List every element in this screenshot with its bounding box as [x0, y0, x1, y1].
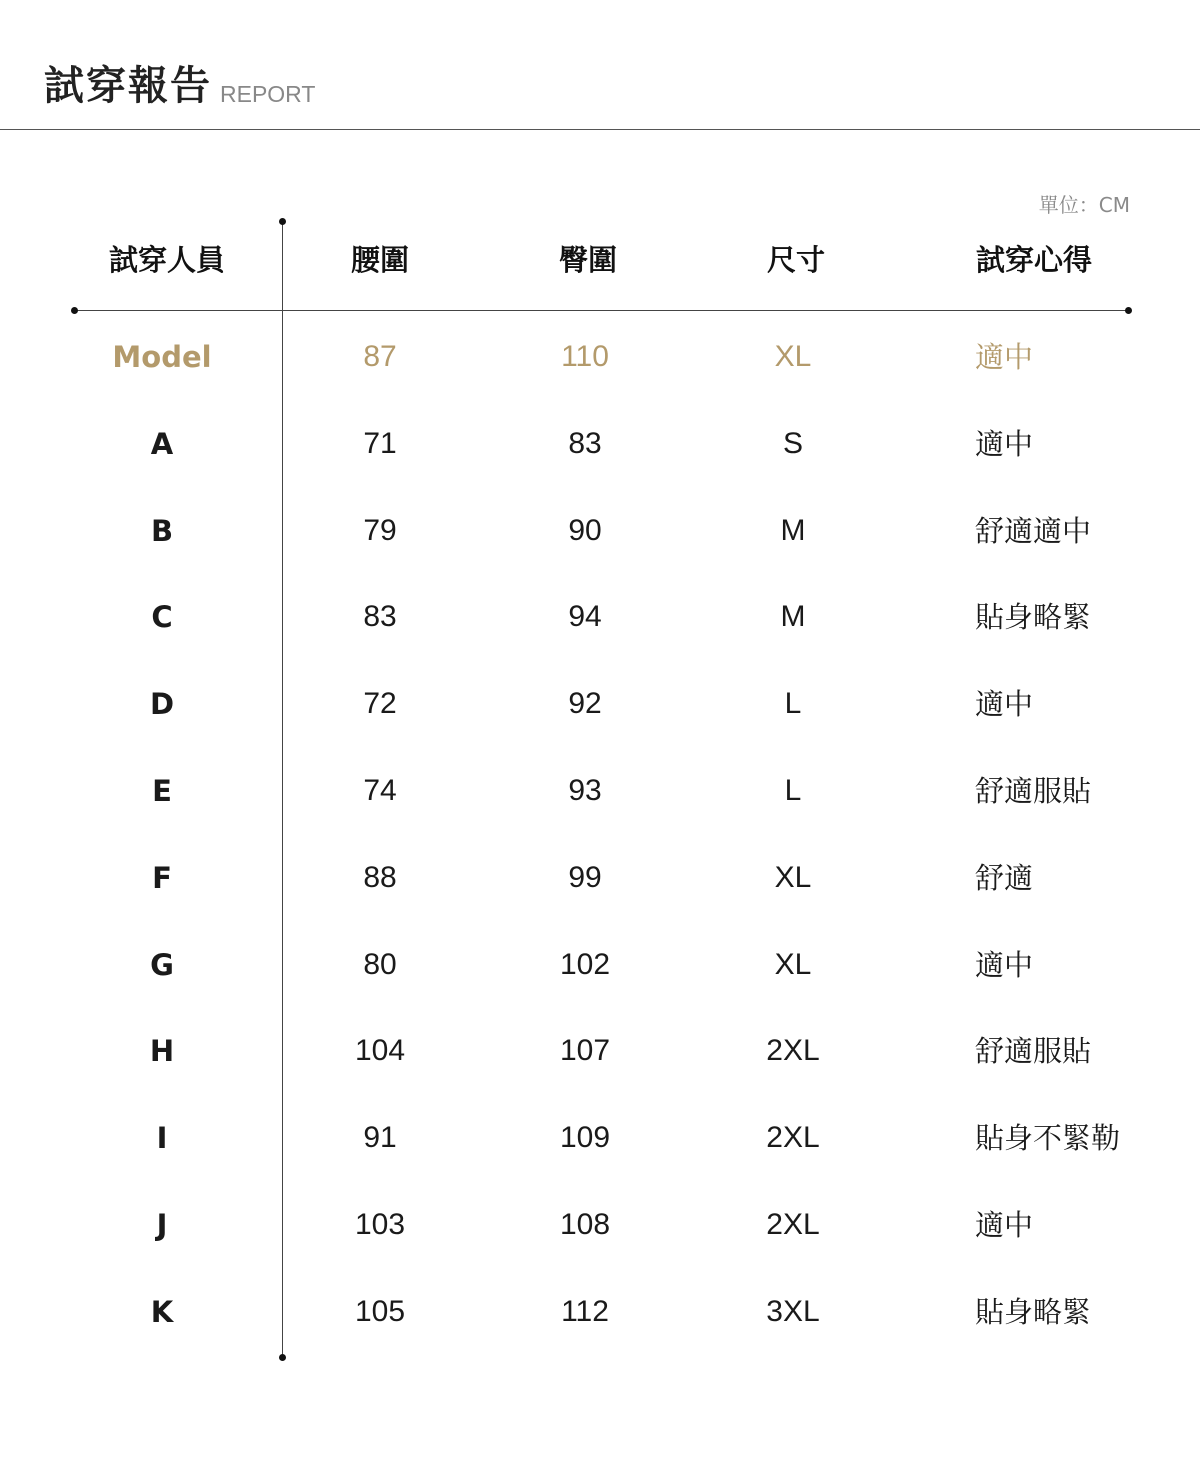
waist-value: 83: [363, 600, 397, 634]
fit-notes: 貼身不緊勒: [975, 1121, 1121, 1156]
tester-name: K: [150, 1294, 174, 1329]
hip-value: 94: [568, 600, 602, 634]
column-header-hip: 臀圍: [558, 243, 618, 277]
size-value: XL: [774, 947, 812, 981]
size-value: 3XL: [766, 1294, 820, 1328]
hip-value: 99: [568, 860, 602, 894]
waist-value: 80: [363, 947, 397, 981]
column-header-tester: 試穿人員: [108, 243, 226, 277]
size-value: M: [780, 600, 806, 634]
hip-value: 92: [568, 687, 602, 721]
tester-name: G: [150, 947, 174, 982]
unit-note: 單位：CM: [1038, 193, 1130, 217]
column-header-waist: 腰圍: [350, 243, 410, 277]
size-value: M: [780, 513, 806, 547]
waist-value: 91: [363, 1121, 397, 1155]
size-value: 2XL: [766, 1121, 820, 1155]
size-value: 2XL: [766, 1208, 820, 1241]
hip-value: 110: [561, 340, 609, 373]
hip-value: 83: [568, 426, 602, 460]
tester-name: I: [156, 1121, 168, 1156]
page-title: 試穿報告: [44, 63, 212, 109]
waist-value: 79: [363, 513, 397, 547]
hip-value: 102: [559, 947, 611, 981]
size-value: L: [784, 774, 802, 807]
hip-value: 93: [568, 774, 602, 807]
size-value: 2XL: [766, 1034, 820, 1068]
fit-notes: 適中: [975, 426, 1034, 461]
page-subtitle: REPORT: [220, 81, 316, 107]
fit-notes: 貼身略緊: [975, 1294, 1092, 1329]
tester-name: A: [150, 426, 174, 461]
hip-value: 109: [559, 1121, 611, 1155]
hip-value: 90: [568, 513, 602, 547]
fit-notes: 貼身略緊: [975, 600, 1092, 635]
waist-value: 103: [354, 1208, 406, 1241]
size-value: XL: [774, 860, 812, 894]
hip-value: 112: [561, 1294, 609, 1328]
size-value: XL: [774, 340, 812, 373]
hip-value: 107: [559, 1034, 611, 1068]
fit-notes: 舒適服貼: [975, 1034, 1092, 1069]
fit-notes: 舒適適中: [975, 513, 1092, 548]
waist-value: 74: [363, 774, 397, 807]
tester-name: C: [151, 600, 173, 635]
tester-name: D: [149, 687, 175, 722]
size-value: L: [784, 687, 802, 721]
tester-name: B: [150, 513, 174, 548]
tester-name: Model: [112, 340, 212, 374]
tester-name: F: [152, 860, 172, 895]
tester-name: H: [149, 1034, 175, 1069]
tester-name: E: [152, 774, 172, 808]
tester-name: J: [156, 1208, 168, 1242]
column-header-fit-notes: 試穿心得: [976, 243, 1093, 277]
waist-value: 104: [354, 1034, 406, 1068]
waist-value: 105: [354, 1294, 406, 1328]
fit-notes: 適中: [975, 947, 1034, 982]
fit-notes: 舒適: [975, 860, 1034, 895]
waist-value: 71: [363, 426, 397, 460]
waist-value: 88: [363, 860, 397, 894]
fit-notes: 適中: [975, 340, 1034, 374]
fit-notes: 適中: [975, 687, 1034, 722]
fit-notes: 舒適服貼: [975, 774, 1092, 808]
hip-value: 108: [559, 1208, 611, 1241]
waist-value: 87: [363, 340, 397, 373]
column-header-size: 尺寸: [766, 243, 826, 277]
size-value: S: [782, 426, 804, 460]
fit-notes: 適中: [975, 1208, 1034, 1242]
waist-value: 72: [363, 687, 397, 721]
